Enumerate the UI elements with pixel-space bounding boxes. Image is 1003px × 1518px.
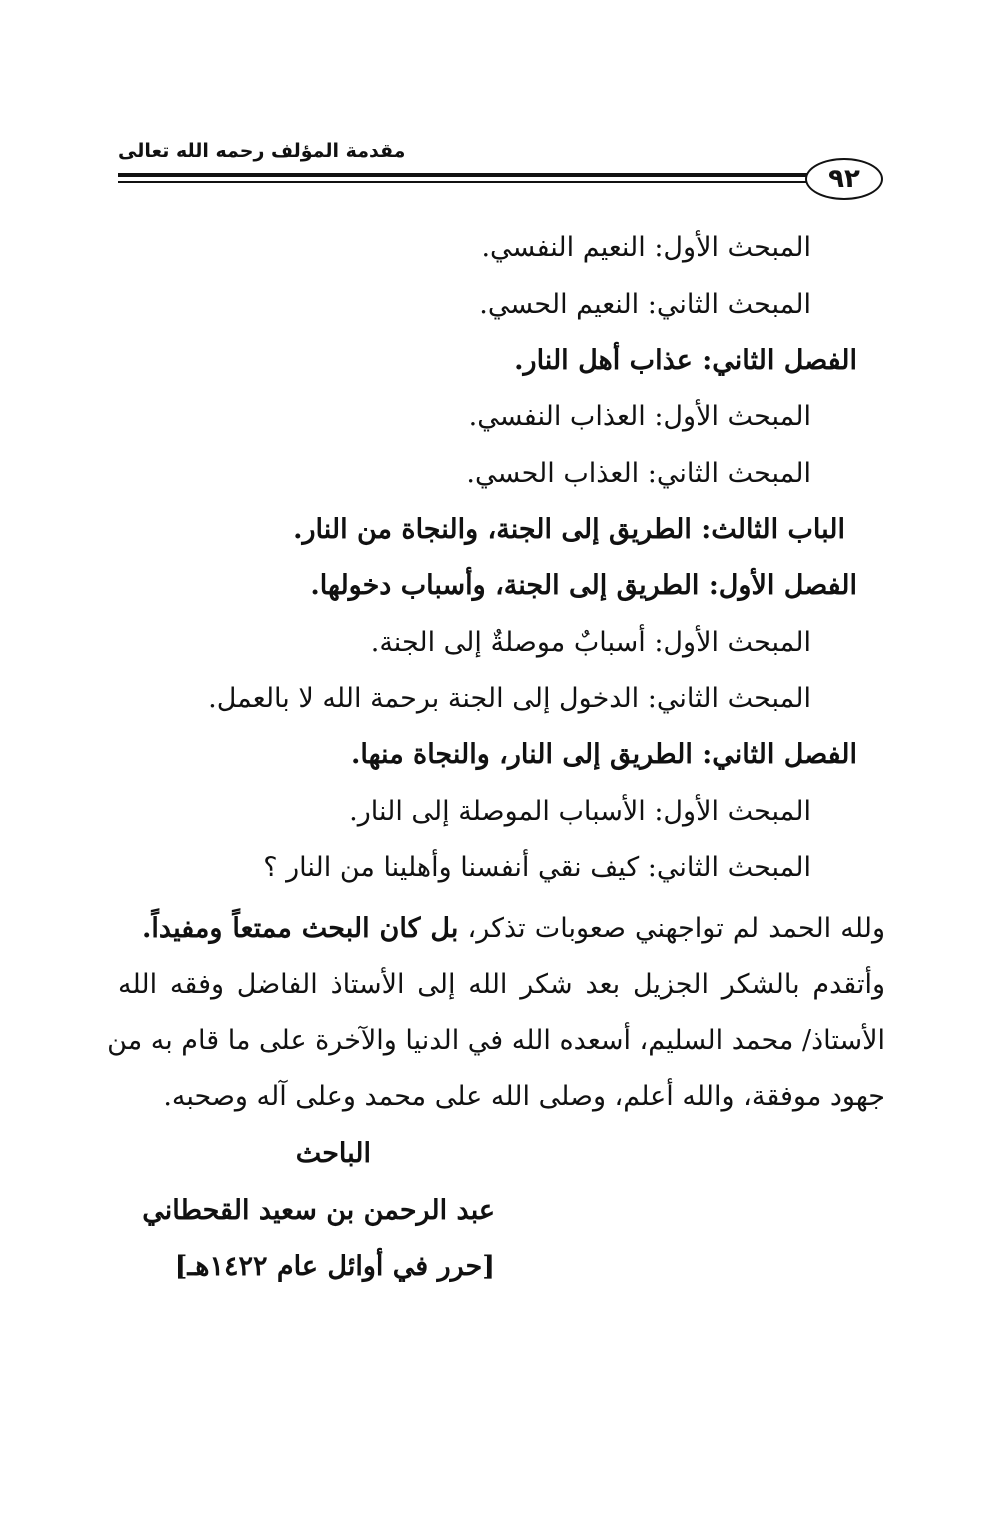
header-rule-thin [118,181,835,183]
paragraph-emphasis: بل كان البحث ممتعاً ومفيداً. [142,913,459,944]
toc-section: المبحث الثاني: كيف نقي أنفسنا وأهلينا من النار ؟ [263,852,811,883]
toc-section: المبحث الثاني: العذاب الحسي. [466,458,811,489]
running-header-title: مقدمة المؤلف رحمه الله تعالى [118,140,406,162]
paragraph-line: وأتقدم بالشكر الجزيل بعد شكر الله إلى الأستاذ الفاضل وفقه الله [118,969,885,1000]
header-rule-thick [118,173,835,177]
toc-section: المبحث الأول: العذاب النفسي. [468,401,811,432]
page-number: ٩٢ [828,164,860,194]
toc-chapter: الفصل الأول: الطريق إلى الجنة، وأسباب دخولها. [310,570,857,601]
composition-date: [حرر في أوائل عام ١٤٢٢هـ] [174,1251,495,1282]
toc-chapter: الفصل الثاني: عذاب أهل النار. [514,345,857,376]
author-role: الباحث [295,1138,371,1169]
author-name: عبد الرحمن بن سعيد القحطاني [142,1195,495,1226]
toc-part: الباب الثالث: الطريق إلى الجنة، والنجاة من النار. [293,514,845,545]
acknowledgement-paragraph [107,905,885,1125]
toc-section: المبحث الثاني: النعيم الحسي. [479,289,811,320]
toc-section: المبحث الأول: الأسباب الموصلة إلى النار. [349,796,811,827]
paragraph-line: جهود موفقة، والله أعلم، وصلى الله على محمد وعلى آله وصحبه. [163,1081,885,1112]
toc-chapter: الفصل الثاني: الطريق إلى النار، والنجاة منها. [350,739,857,770]
paragraph-line: الأستاذ/ محمد السليم، أسعده الله في الدنيا والآخرة على ما قام به من [107,1025,885,1056]
toc-section: المبحث الأول: النعيم النفسي. [481,232,811,263]
paragraph-text: ولله الحمد لم تواجهني صعوبات تذكر، [467,913,885,944]
paragraph-line [142,905,885,953]
toc-section: المبحث الأول: أسبابٌ موصلةٌ إلى الجنة. [370,627,811,658]
toc-section: المبحث الثاني: الدخول إلى الجنة برحمة الله لا بالعمل. [208,683,811,714]
page-number-oval [805,158,883,200]
